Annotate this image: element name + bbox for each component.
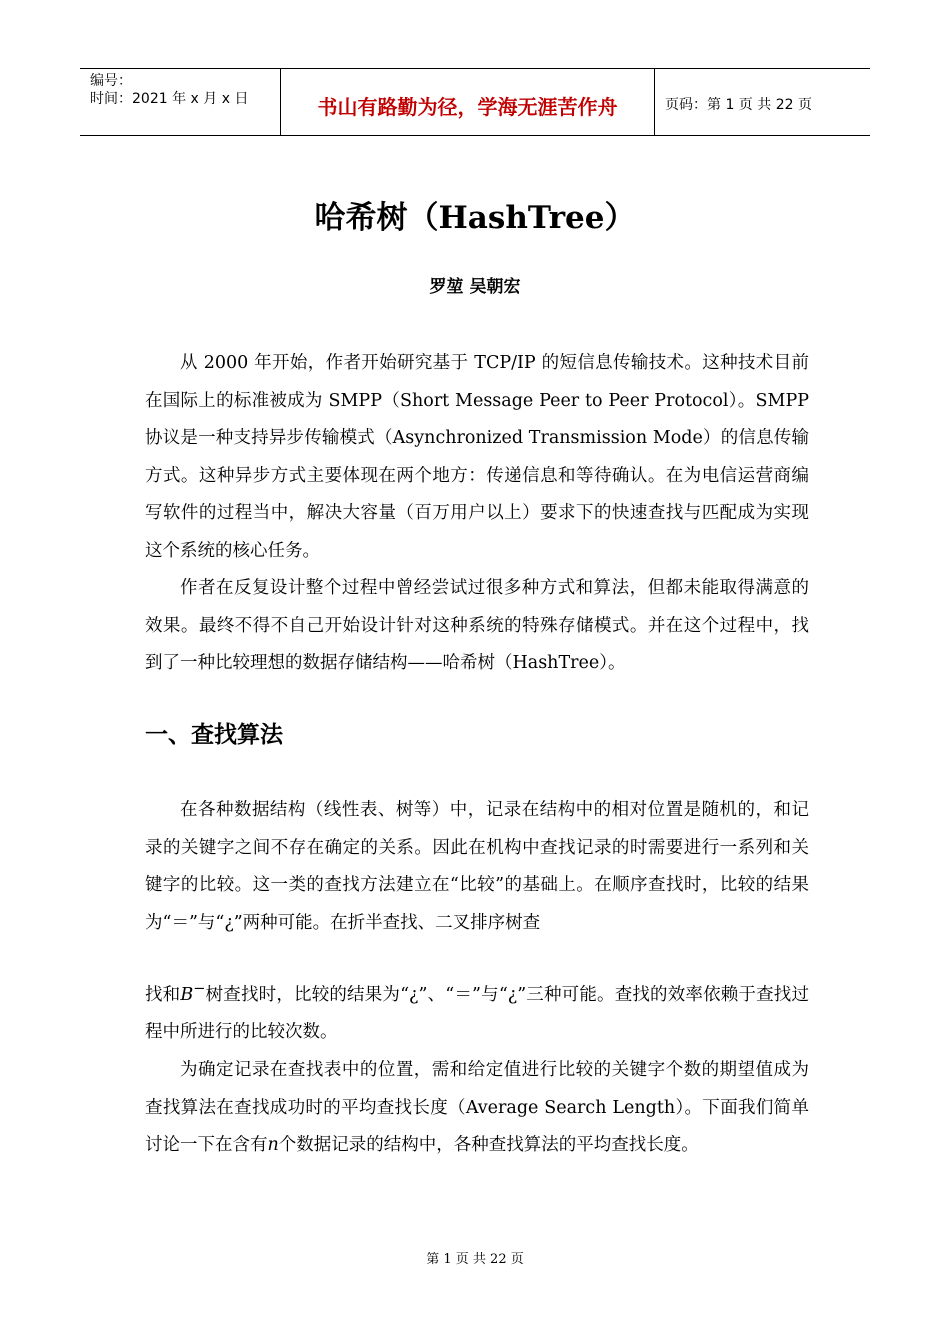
math-b-symbol: B [180, 984, 194, 1005]
intro-paragraph-2: 作者在反复设计整个过程中曾经尝试过很多种方式和算法，但都未能取得满意的效果。最终不得不自己开始设计针对这种系统的特殊存储模式。并在这个过程中，找到了一种比较理想的数据存储结构——哈希树（HashTree）。 [145, 578, 809, 673]
section1-p2-text: 为确定记录在查找表中的位置，需和给定值进行比较的关键字个数的期望值成为查找算法在查找成功时的平均查找长度（Average Search Length）。下面 [145, 1060, 809, 1118]
section1-p1-text-a: 在各种数据结构（线性表、树等）中，记录在结构中的相对位置是随机的，和记录的关键字之间不存在确定的关系。因此在机构中查找记录的时需要进行一系列和关键字的比较。这一类的查找方法建立在“比较”的基础上。在顺序查找时，比较的结果为“＝”与“ [145, 800, 809, 933]
section-heading-search-algorithms: 一、查找算法 [145, 722, 283, 748]
header-motto: 书山有路勤为径，学海无涯苦作舟 [281, 69, 655, 135]
header-info-cell [80, 69, 281, 135]
section1-paragraph-1 [145, 792, 809, 942]
header-number-label: 编号： [90, 73, 132, 89]
section1-paragraph-1-cont [145, 970, 809, 1052]
header-page-info: 页码：第 1 页 共 22 页 [665, 97, 812, 113]
section1-paragraph-2 [145, 1052, 809, 1165]
section1-p1-text-f: ”三种可能。查找的效率依赖于查找过程中所进行的比较次数。 [145, 984, 809, 1043]
section1-p2-text-b: 我们简单讨论一下在含有 [145, 1097, 810, 1155]
symbol-inverted-question-3: ¿ [507, 984, 518, 1005]
header-date-label: 时间：2021 年 x 月 x 日 [90, 91, 249, 107]
section1-p1-text-d: 树查找时，比较的结果为“ [205, 984, 410, 1005]
header-table [80, 68, 870, 136]
section1-p1-text-c: 找和 [145, 984, 181, 1005]
math-b-superscript: − [193, 980, 206, 997]
symbol-inverted-question-2: ¿ [409, 984, 419, 1005]
intro-paragraph-1: 从 2000 年开始，作者开始研究基于 TCP/IP 的短信息传输技术。这种技术目前在国际上的标准被成为 SMPP（Short Message Peer to Peer Protocol）。SMPP 协议是一种支持异步传输模式（Asynchronized Transmission Mode）的信息传输方式。这种异步方式主要体现在两个地方：传递信息和等待确认。在为电信运营商编写软件的过程当中，解决大容量（百万用户以上）要求下的快速查找与匹配成为实现这个系统的核心任务。 [145, 353, 809, 561]
section1-p1-text-b: ”两种可能。在折半查找、二叉排序树查 [233, 912, 541, 933]
page-footer: 第 1 页 共 22 页 [426, 1252, 524, 1267]
document-authors: 罗堃 吴朝宏 [429, 277, 521, 297]
section1-p1-text-e: ”、“＝”与“ [418, 984, 508, 1005]
section1-p2-text-c: 个数据记录的结构中，各种查找算法的平均查找长度。 [278, 1135, 699, 1155]
document-title: 哈希树（HashTree） [314, 200, 636, 236]
symbol-inverted-question-1: ¿ [224, 912, 234, 933]
math-n-symbol: n [267, 1135, 279, 1155]
